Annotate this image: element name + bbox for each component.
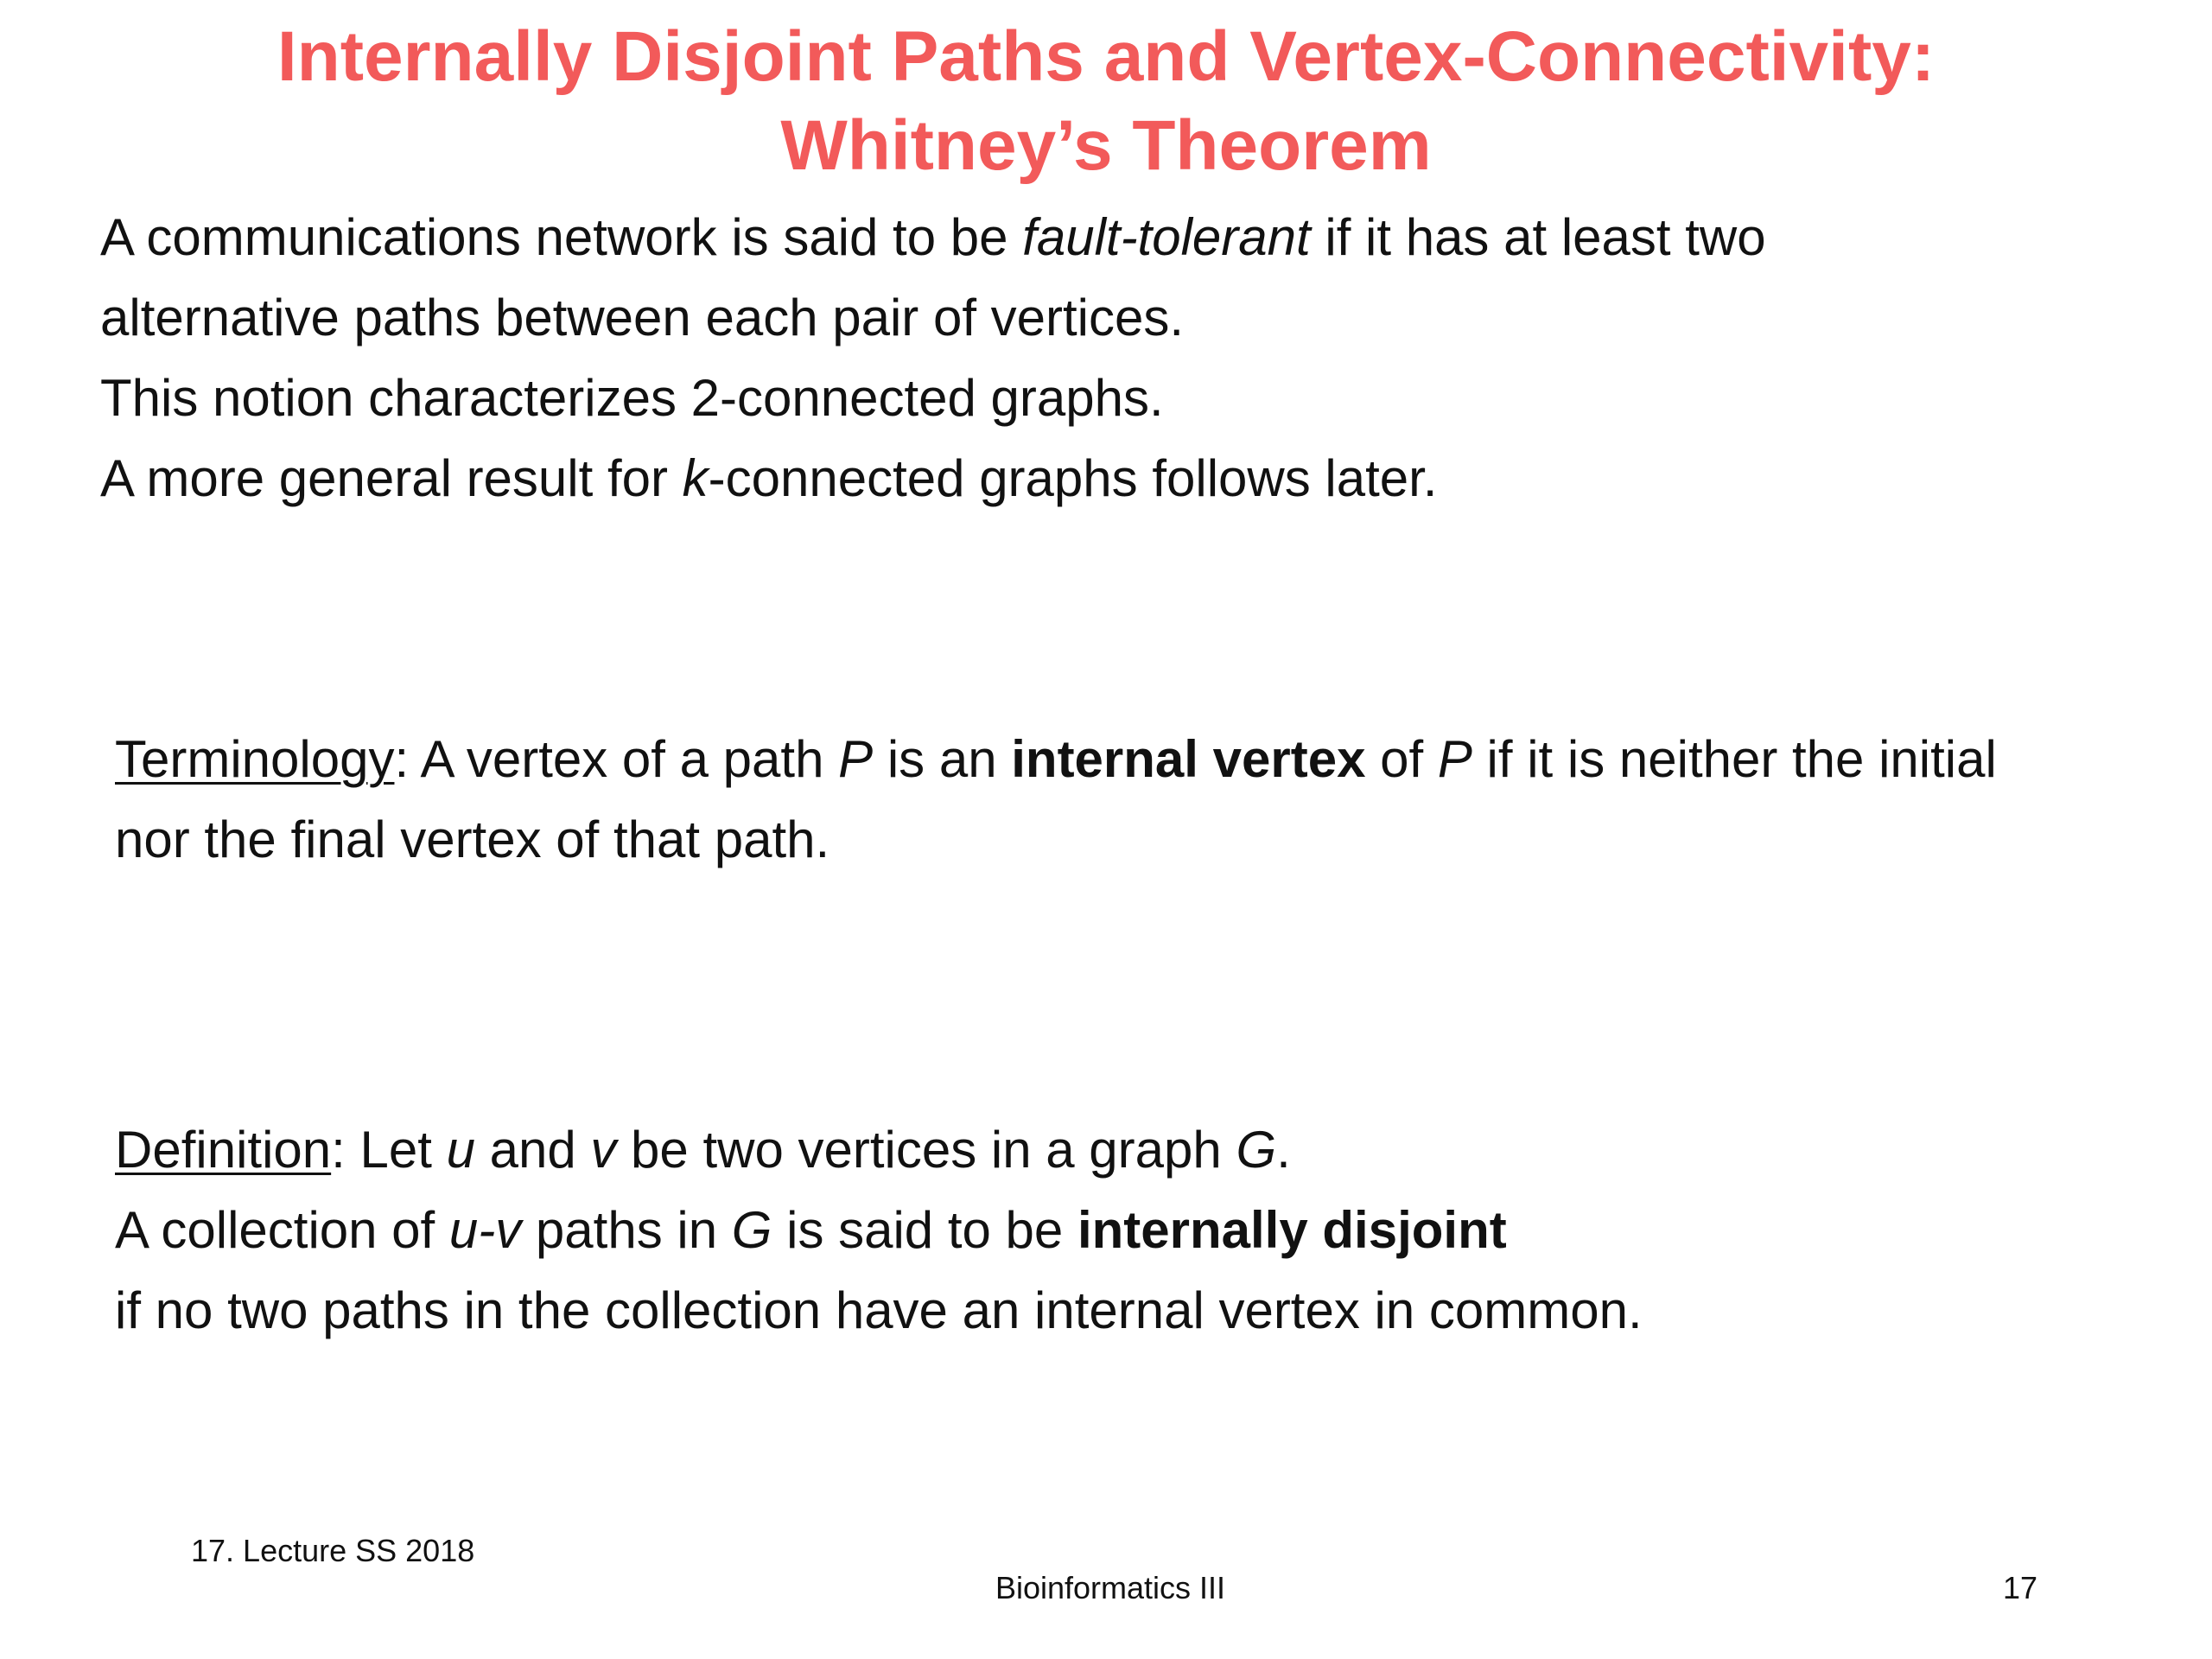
definition-paragraph	[115, 1109, 1643, 1351]
k-variable: k	[682, 449, 709, 507]
intro-paragraph	[100, 197, 1766, 518]
v-variable: v	[590, 1121, 617, 1179]
internally-disjoint-term: internally disjoint	[1077, 1201, 1507, 1259]
definition-line-1	[115, 1109, 1643, 1190]
intro-line-1	[100, 197, 1766, 277]
intro-text: A more general result for	[100, 449, 683, 507]
slide-title	[0, 12, 2212, 190]
footer-lecture-label: 17. Lecture SS 2018	[191, 1533, 475, 1568]
intro-line-2: alternative paths between each pair of vertices.	[100, 289, 1185, 346]
terminology-paragraph	[115, 719, 1997, 880]
p-variable: P	[838, 730, 874, 788]
intro-line-4	[100, 438, 1766, 518]
title-line-1: Internally Disjoint Paths and Vertex-Connectivity:	[276, 17, 1936, 96]
footer-page-number: 17	[2003, 1570, 2038, 1605]
terminology-label: Terminology	[115, 730, 395, 788]
uv-variable: u-v	[448, 1201, 522, 1259]
definition-text: paths in	[521, 1201, 732, 1259]
g-variable: G	[1236, 1121, 1277, 1179]
title-line-2: Whitney’s Theorem	[780, 106, 1432, 185]
terminology-text: of	[1365, 730, 1438, 788]
terminology-text: is an	[873, 730, 1012, 788]
definition-line-2	[115, 1190, 1643, 1270]
intro-line-3: This notion characterizes 2-connected graphs.	[100, 369, 1164, 427]
definition-line-3: if no two paths in the collection have an internal vertex in common.	[115, 1281, 1643, 1339]
definition-text: be two vertices in a graph	[616, 1121, 1236, 1179]
terminology-text: if it is neither the initial	[1471, 730, 1997, 788]
definition-label: Definition	[115, 1121, 332, 1179]
definition-text: A collection of	[115, 1201, 449, 1259]
footer-course-title: Bioinformatics III	[995, 1570, 1226, 1605]
g-variable: G	[731, 1201, 772, 1259]
definition-text: : Let	[331, 1121, 447, 1179]
intro-text: A communications network is said to be	[100, 208, 1023, 266]
fault-tolerant-term: fault-tolerant	[1022, 208, 1311, 266]
p-variable: P	[1437, 730, 1472, 788]
terminology-line-1	[115, 719, 1997, 799]
terminology-text: : A vertex of a path	[394, 730, 839, 788]
definition-text: is said to be	[772, 1201, 1077, 1259]
internal-vertex-term: internal vertex	[1011, 730, 1366, 788]
intro-text: -connected graphs follows later.	[708, 449, 1438, 507]
definition-text: and	[474, 1121, 591, 1179]
intro-text: if it has at least two	[1310, 208, 1766, 266]
definition-text: .	[1276, 1121, 1291, 1179]
u-variable: u	[446, 1121, 475, 1179]
terminology-line-2: nor the final vertex of that path.	[115, 810, 830, 868]
